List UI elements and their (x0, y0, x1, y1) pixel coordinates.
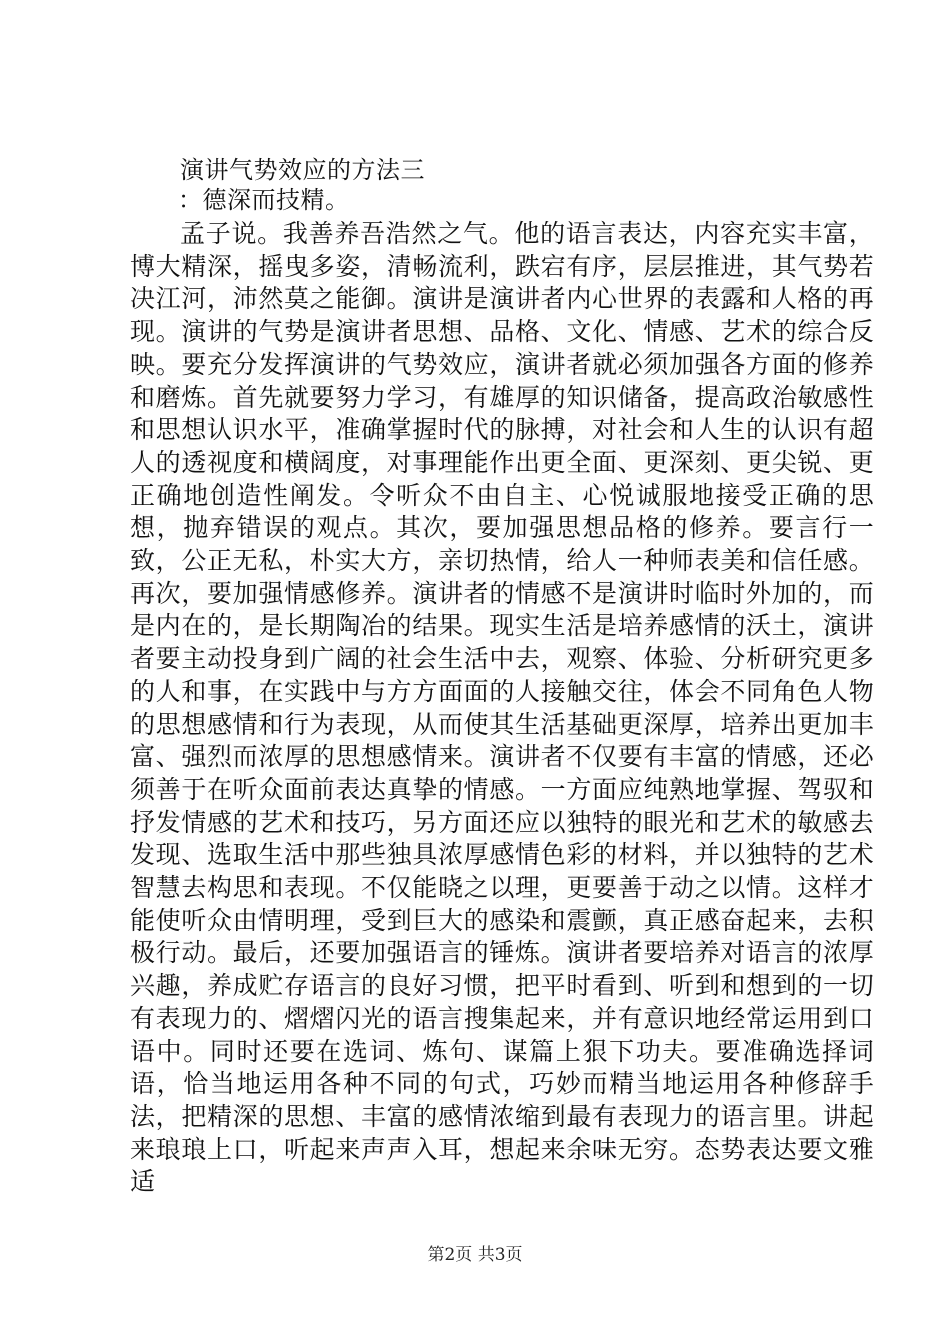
page-number-footer: 第2页 共3页 (427, 1245, 523, 1265)
body-paragraph: 孟子说。我善养吾浩然之气。他的语言表达，内容充实丰富，博大精深，摇曳多姿，清畅流利，跌宕有序，层层推进，其气势若决江河，沛然莫之能御。演讲是演讲者内心世界的表露和人格的再现。演讲的气势是演讲者思想、品格、文化、情感、艺术的综合反映。要充分发挥演讲的气势效应，演讲者就必须加强各方面的修养和磨炼。首先就要努力学习，有雄厚的知识储备，提高政治敏感性和思想认识水平，准确掌握时代的脉搏，对社会和人生的认识有超人的透视度和横阔度，对事理能作出更全面、更深刻、更尖锐、更正确地创造性阐发。令听众不由自主、心悦诚服地接受正确的思想，抛弃错误的观点。其次，要加强思想品格的修养。要言行一致，公正无私，朴实大方，亲切热情，给人一种师表美和信任感。再次，要加强情感修养。演讲者的情感不是演讲时临时外加的，而是内在的，是长期陶冶的结果。现实生活是培养感情的沃土，演讲者要主动投身到广阔的社会生活中去，观察、体验、分析研究更多的人和事，在实践中与方方面面的人接触交往，体会不同角色人物的思想感情和行为表现，从而使其生活基础更深厚，培养出更加丰富、强烈而浓厚的思想感情来。演讲者不仅要有丰富的情感，还必须善于在听众面前表达真挚的情感。一方面应纯熟地掌握、驾驭和抒发情感的艺术和技巧，另方面还应以独特的眼光和艺术的敏感去发现、选取生活中那些独具浓厚感情色彩的材料，并以独特的艺术智慧去构思和表现。不仅能晓之以理，更要善于动之以情。这样才能使听众由情明理，受到巨大的感染和震颤，真正感奋起来，去积极行动。最后，还要加强语言的锤炼。演讲者要培养对语言的浓厚兴趣，养成贮存语言的良好习惯，把平时看到、听到和想到的一切有表现力的、熠熠闪光的语言搜集起来，并有意识地经常运用到口语中。同时还要在选词、炼句、谋篇上狠下功夫。要准确选择词语，恰当地运用各种不同的句式，巧妙而精当地运用各种修辞手法，把精深的思想、丰富的感情浓缩到最有表现力的语言里。讲起来琅琅上口，听起来声声入耳，想起来余味无穷。态势表达要文雅适 (130, 219, 874, 1197)
section-subheading: ：德深而技精。 (178, 186, 350, 214)
section-heading: 演讲气势效应的方法三 (180, 156, 425, 184)
